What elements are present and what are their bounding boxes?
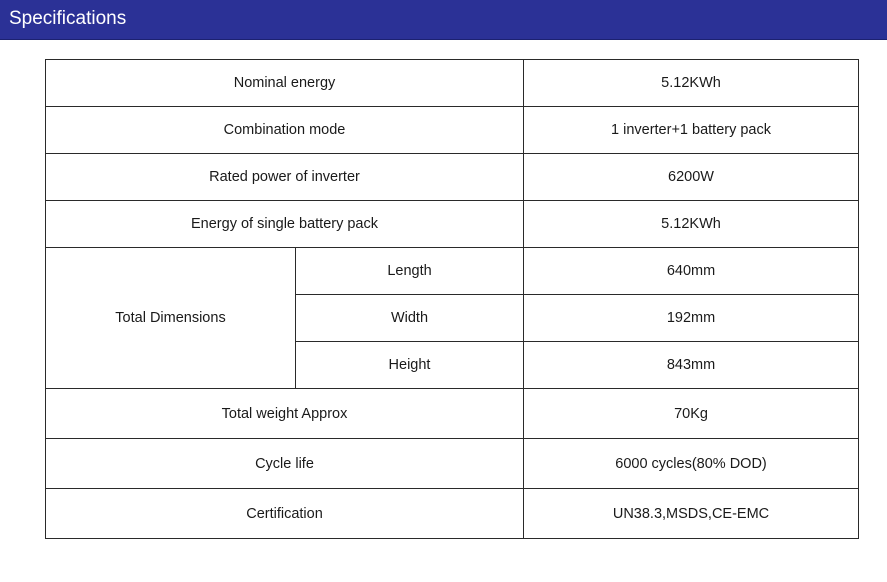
spec-value: 6000 cycles(80% DOD): [524, 439, 859, 489]
section-header: [0, 0, 887, 40]
table-row: [46, 201, 859, 248]
spec-value: 843mm: [524, 342, 859, 389]
spec-label: Cycle life: [46, 439, 524, 489]
spec-label: Energy of single battery pack: [46, 201, 524, 248]
spec-group-label: Total Dimensions: [46, 248, 296, 389]
table-row: [46, 248, 859, 295]
spec-value: 640mm: [524, 248, 859, 295]
table-row: [46, 439, 859, 489]
table-row: [46, 107, 859, 154]
section-title: Specifications: [9, 8, 127, 29]
spec-value: 5.12KWh: [524, 60, 859, 107]
spec-value: 5.12KWh: [524, 201, 859, 248]
specifications-table: [45, 59, 859, 539]
spec-value: UN38.3,MSDS,CE-EMC: [524, 489, 859, 539]
table-row: [46, 489, 859, 539]
spec-label: Total weight Approx: [46, 389, 524, 439]
spec-label: Rated power of inverter: [46, 154, 524, 201]
table-row: [46, 154, 859, 201]
table-row: [46, 389, 859, 439]
spec-value: 70Kg: [524, 389, 859, 439]
spec-label: Nominal energy: [46, 60, 524, 107]
spec-sublabel: Height: [296, 342, 524, 389]
spec-value: 192mm: [524, 295, 859, 342]
spec-sublabel: Width: [296, 295, 524, 342]
spec-value: 6200W: [524, 154, 859, 201]
table-row: [46, 60, 859, 107]
spec-label: Combination mode: [46, 107, 524, 154]
spec-sublabel: Length: [296, 248, 524, 295]
spec-label: Certification: [46, 489, 524, 539]
spec-value: 1 inverter+1 battery pack: [524, 107, 859, 154]
